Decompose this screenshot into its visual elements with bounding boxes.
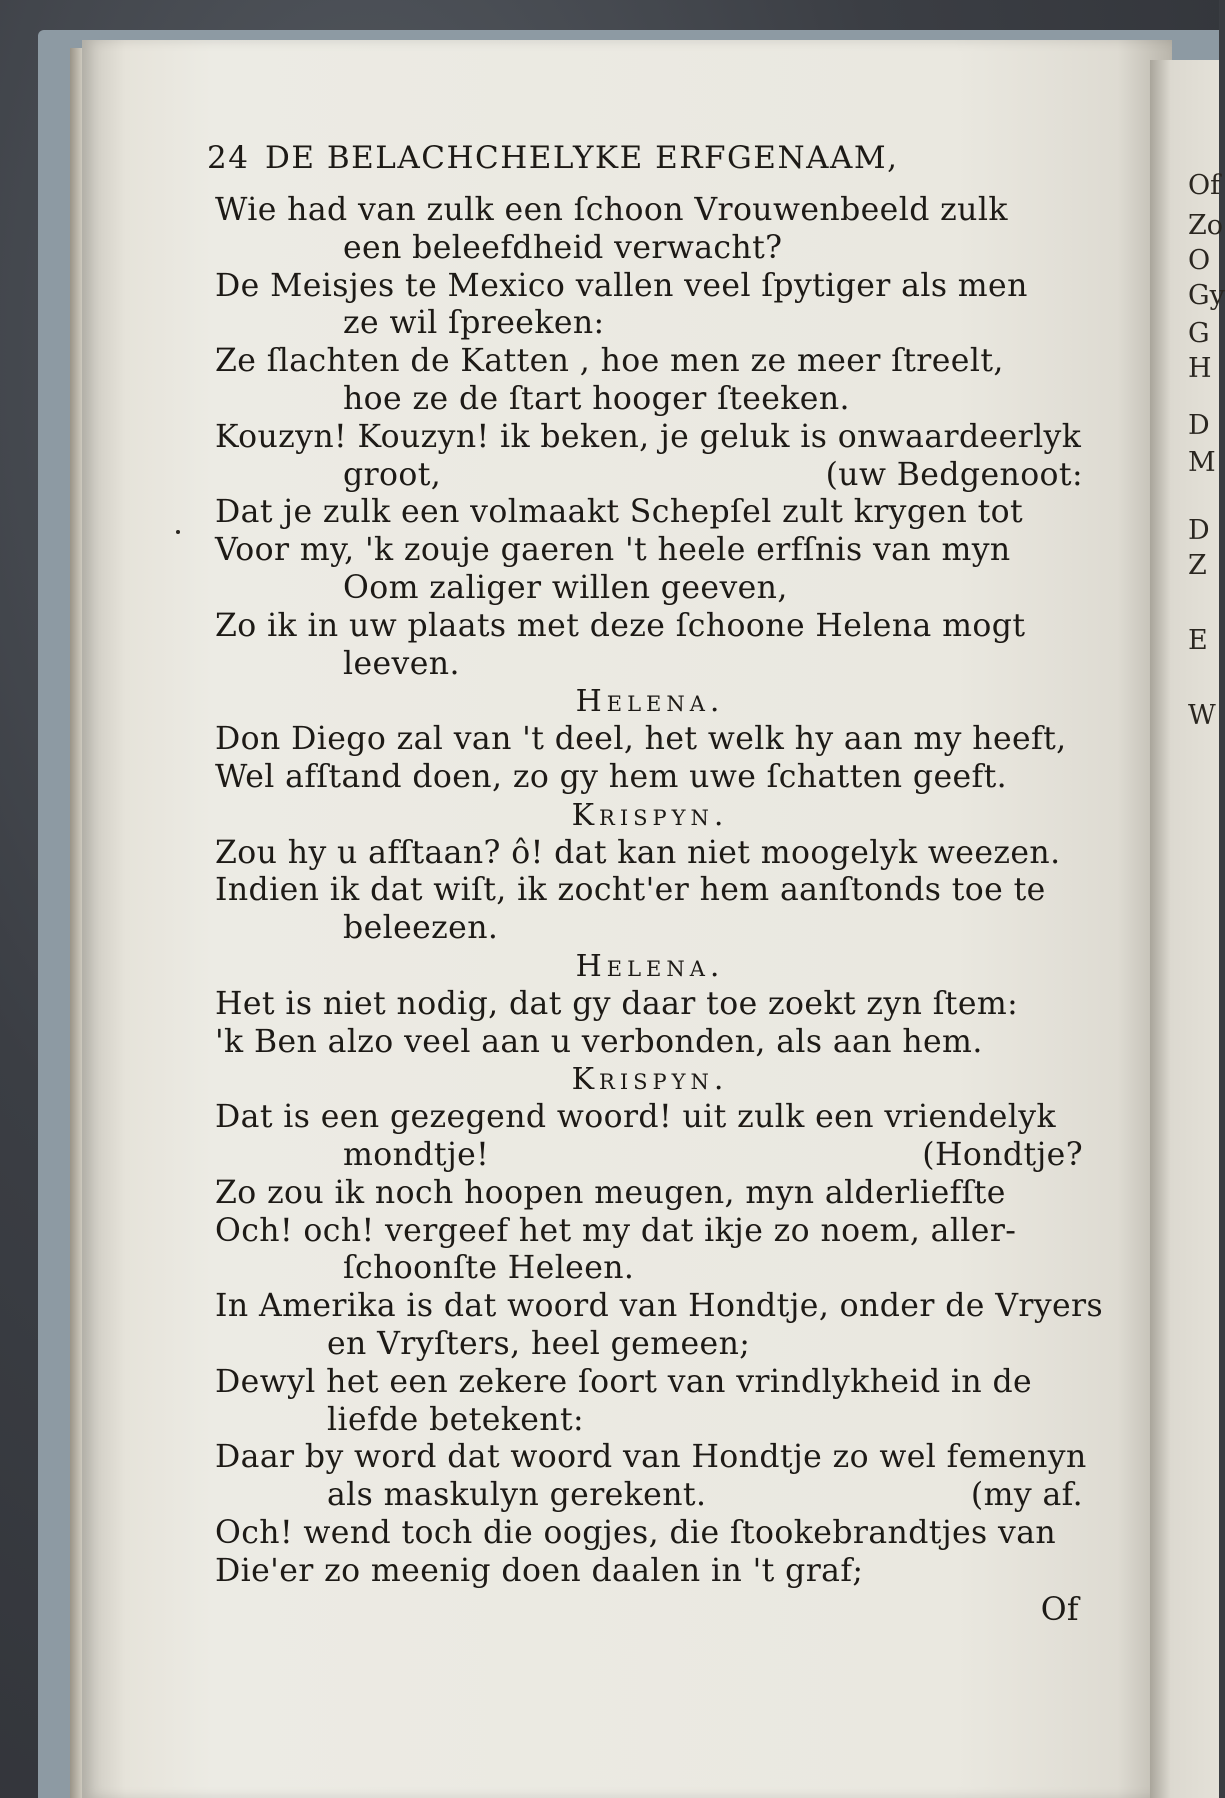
turnover-text: (my af. [970, 1477, 1083, 1514]
verse-line [215, 1477, 1085, 1515]
facing-page-fragment: O [1188, 245, 1211, 276]
verse-line: Wie had van zulk een ſchoon Vrouwenbeeld zulk [215, 192, 1008, 228]
verse-line: Don Diego zal van 't deel, het welk hy aan my heeft, [215, 721, 1067, 758]
verse-line: De Meisjes te Mexico vallen veel ſpytiger als men [215, 267, 1028, 304]
facing-page-fragment: Z [1188, 550, 1207, 581]
verse-line: In Amerika is dat woord van Hondtje, onder de Vryers [215, 1288, 1104, 1325]
verse-line: Die'er zo meenig doen daalen in 't graf; [215, 1552, 864, 1589]
facing-page-fragment: Of [1188, 170, 1221, 201]
verse-line: leeven. [343, 645, 460, 682]
verse-line: Dat is een gezegend woord! uit zulk een vriendelyk [215, 1099, 1056, 1136]
verse-line: een beleefdheid verwacht? [343, 229, 783, 266]
verse-line-text: als maskulyn gerekent. [327, 1477, 707, 1514]
facing-page-fragment: H [1188, 353, 1212, 384]
verse-line: Het is niet nodig, dat gy daar toe zoekt zyn ſtem: [215, 985, 1019, 1022]
verse-line: Kouzyn! Kouzyn! ik beken, je geluk is onwaardeerlyk [215, 418, 1082, 455]
facing-page-fragment: M [1188, 447, 1216, 478]
speaker-name: Helena. [575, 948, 725, 984]
running-header [207, 140, 1085, 192]
verse-line: ſchoonſte Heleen. [343, 1250, 635, 1287]
turnover-text: (uw Bedgenoot: [825, 456, 1083, 493]
page-number: 24 [207, 140, 250, 176]
verse-line: Dat je zulk een volmaakt Schepſel zult krygen tot [215, 494, 1024, 531]
verse-line: Zo ik in uw plaats met deze ſchoone Helena mogt [215, 607, 1026, 644]
verse-line: hoe ze de ſtart hooger ſteeken. [343, 380, 850, 417]
ink-speck [176, 530, 180, 534]
facing-page-edge [1150, 60, 1225, 1798]
facing-page-fragment: D [1188, 410, 1210, 441]
verse-line: Dewyl het een zekere ſoort van vrindlykheid in de [215, 1363, 1033, 1400]
verse-line: Voor my, 'k zouje gaeren 't heele erfſnis van myn [215, 532, 1011, 569]
verse-line: Ze ſlachten de Katten , hoe men ze meer ſtreelt, [215, 343, 1004, 380]
verse-line-text: groot, [343, 456, 442, 493]
facing-page-fragment: Gy [1188, 280, 1225, 311]
verse-line: Zo zou ik noch hoopen meugen, myn alderliefſte [215, 1174, 1006, 1211]
facing-page-fragment: G [1188, 318, 1210, 349]
speaker-name: Helena. [575, 684, 725, 720]
verse-line: Och! och! vergeef het my dat ikje zo noem, aller- [215, 1212, 1017, 1249]
verse-line: Daar by word dat woord van Hondtje zo wel femenyn [215, 1439, 1087, 1476]
speaker-name: Krispyn. [571, 797, 729, 833]
verse-line: beleezen. [343, 910, 499, 947]
speaker-name: Krispyn. [571, 1062, 729, 1098]
turnover-text: (Hondtje? [922, 1136, 1083, 1173]
verse-line: Oom zaliger willen geeven, [343, 569, 788, 606]
verse-line-text: mondtje! [343, 1136, 490, 1173]
verse-line [215, 1137, 1085, 1175]
verse-line: Indien ik dat wiſt, ik zocht'er hem aanſtonds toe te [215, 872, 1046, 909]
facing-page-fragment: D [1188, 515, 1210, 546]
verse-line: Och! wend toch die oogjes, die ſtookebrandtjes van [215, 1514, 1057, 1551]
facing-page-fragment: W [1188, 700, 1216, 731]
page-text-block [207, 140, 1104, 1630]
running-title: DE BELACHCHELYKE ERFGENAAM, [265, 140, 899, 176]
verse-lines [215, 192, 1104, 1590]
verse-line [215, 457, 1085, 495]
verse-line: 'k Ben alzo veel aan u verbonden, als aan hem. [215, 1023, 983, 1060]
catchword: Of [1040, 1592, 1079, 1629]
verse-line: liefde betekent: [327, 1401, 585, 1438]
verse-line: ze wil ſpreeken: [343, 305, 605, 342]
facing-page-fragment: E [1188, 625, 1208, 656]
verse-line: Wel afſtand doen, zo gy hem uwe ſchatten geeft. [215, 758, 1008, 795]
verse-line: Zou hy u afſtaan? ô! dat kan niet moogelyk weezen. [215, 834, 1061, 871]
facing-page-fragment: Zo [1188, 210, 1224, 241]
verse-line: en Vryſters, heel gemeen; [327, 1325, 751, 1362]
